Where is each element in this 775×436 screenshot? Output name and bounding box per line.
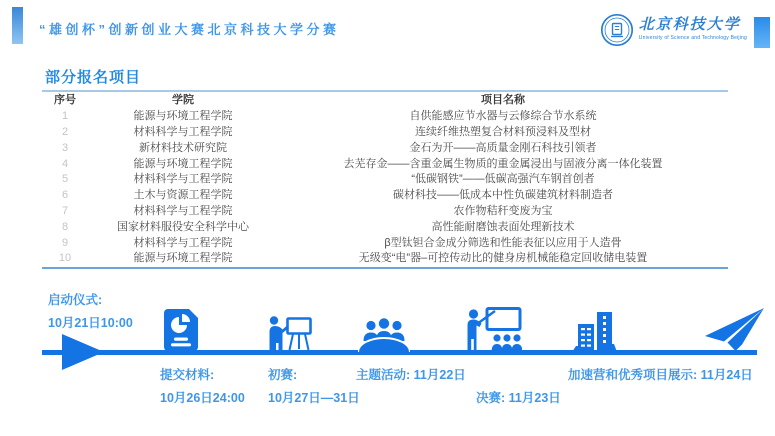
row-project: 农作物秸秆变废为宝	[453, 204, 553, 217]
university-en-name: University of Science and Technology Beijing	[638, 34, 747, 41]
milestone-date: 11月24日	[700, 368, 753, 382]
milestone-label-date	[356, 365, 466, 383]
milestone-date: 10月26日24:00	[160, 391, 245, 405]
table-row	[42, 172, 728, 188]
report-document-icon	[164, 309, 198, 351]
milestone-label-date	[476, 388, 561, 406]
row-project: 高性能耐磨蚀表面处理新技术	[431, 220, 575, 233]
section-title: 部分报名项目	[45, 69, 142, 86]
row-project: 去芜存金——含重金属生物质的重金属浸出与固液分离一体化装置	[343, 157, 663, 170]
launch-label: 启动仪式:	[48, 293, 103, 307]
timeline-arrow-icon	[62, 334, 104, 370]
milestone-label: 主题活动:	[356, 368, 411, 382]
row-no: 8	[61, 220, 69, 233]
milestone-label-date	[568, 365, 753, 383]
row-project: 连续纤维热塑复合材料预浸料及型材	[415, 125, 591, 138]
row-college: 能源与环境工程学院	[133, 110, 233, 123]
header-accent-bar-left	[12, 7, 23, 44]
row-no: 4	[61, 157, 69, 170]
row-no: 6	[61, 189, 69, 202]
row-no: 10	[58, 252, 72, 265]
col-header-college: 学院	[172, 94, 194, 107]
university-logo	[600, 13, 747, 47]
row-college: 能源与环境工程学院	[133, 252, 233, 265]
presenter-whiteboard-icon	[267, 316, 313, 352]
table-row	[42, 251, 728, 267]
row-project: 金石为开——高质量金刚石科技引领者	[409, 141, 597, 154]
row-no: 1	[61, 110, 69, 123]
milestone-label: 初赛:	[268, 368, 298, 382]
row-college: 能源与环境工程学院	[133, 157, 233, 170]
table-row	[42, 156, 728, 172]
table-row	[42, 219, 728, 235]
table-row	[42, 188, 728, 204]
row-college: 新材料技术研究院	[139, 141, 227, 154]
row-no: 3	[61, 141, 69, 154]
university-cn-name: 北京科技大学	[638, 15, 741, 33]
row-no: 5	[61, 173, 69, 186]
milestone-date: 11月22日	[413, 368, 466, 382]
lecture-audience-icon	[464, 307, 522, 352]
row-project: 无级变“电”器–可控传动比的健身房机械能稳定回收储电装置	[358, 252, 648, 265]
row-project: β型钛钽合金成分筛选和性能表征以应用于人造骨	[384, 236, 622, 249]
university-emblem-icon	[600, 13, 634, 47]
row-no: 2	[61, 125, 69, 138]
milestone-date: 11月23日	[508, 391, 561, 405]
milestone-label: 加速营和优秀项目展示:	[568, 368, 698, 382]
table-row	[42, 235, 728, 251]
divider-top	[42, 90, 728, 92]
milestone-label: 提交材料:	[160, 368, 215, 382]
table-row	[42, 204, 728, 220]
table-row	[42, 140, 728, 156]
row-no: 7	[61, 204, 69, 217]
meeting-group-icon	[358, 318, 410, 352]
header-accent-bar-right	[754, 17, 770, 48]
row-college: 土木与资源工程学院	[133, 189, 233, 202]
row-project: 自供能感应节水器与云修综合节水系统	[409, 110, 597, 123]
col-header-project: 项目名称	[481, 94, 525, 107]
table-row	[42, 125, 728, 141]
row-project: “低碳钢铁”——低碳高强汽车钢首创者	[411, 173, 595, 186]
row-project: 碳材科技——低成本中性负碳建筑材料制造者	[393, 189, 613, 202]
buildings-icon	[572, 312, 617, 352]
row-no: 9	[61, 236, 69, 249]
milestone-label: 决赛:	[476, 391, 506, 405]
col-header-no: 序号	[54, 94, 76, 107]
table-header-row	[42, 93, 728, 109]
paper-plane-icon	[703, 307, 765, 351]
row-college: 国家材料服役安全科学中心	[117, 220, 249, 233]
projects-table	[42, 93, 728, 267]
launch-date: 10月21日10:00	[48, 316, 133, 330]
milestone-date: 10月27日—31日	[268, 391, 360, 405]
row-college: 材料科学与工程学院	[133, 204, 233, 217]
row-college: 材料科学与工程学院	[133, 236, 233, 249]
slide-title: “雄创杯”创新创业大赛北京科技大学分赛	[39, 22, 340, 37]
table-row	[42, 109, 728, 125]
divider-bottom	[42, 267, 728, 269]
row-college: 材料科学与工程学院	[133, 125, 233, 138]
row-college: 材料科学与工程学院	[133, 173, 233, 186]
